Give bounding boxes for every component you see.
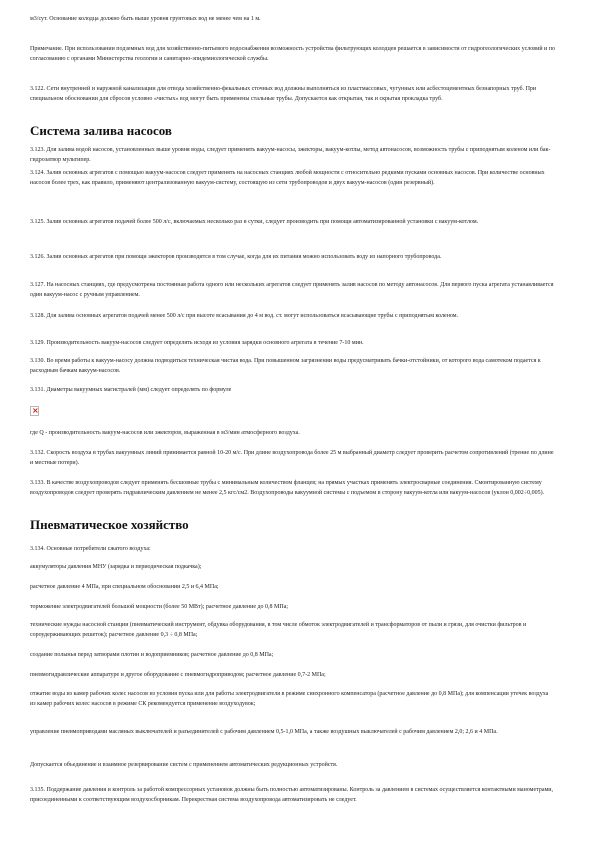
paragraph-3-122: 3.122. Сети внутренней и наружной канализации для отвода хозяйственно-фекальных сточных вод должны выполняться из пластмассовых, чугунных или асбестоцементных безнапорных труб. При специальном обосновании для сбросов условно «чистых» вод могут быть применены стальные трубы. Допускается как открытая, так и скрытая прокладка труб. <box>30 86 537 102</box>
list-item-mnu: аккумуляторы давления МНУ (зарядка и периодическая подкачка); <box>30 564 202 570</box>
paragraph-note: Примечание. При использовании подземных вод для хозяйственно-питьевого водоснабжения возможность устройства фильтрующих колодцев решается в зависимости от гидрогеологических условий и по согласованию с органами Министерства геологии и санитарно-эпидемиологической службы. <box>30 46 555 62</box>
heading-pneumatic: Пневматическое хозяйство <box>30 517 189 532</box>
paragraph-3-133: 3.133. В качестве воздухопроводов следует применять бесшовные трубы с минимальным количеством фланцев; на прямых участках применять электросварные соединения. Смонтированную систему воздухопроводов следует проверять гидравлическим давлением не менее 2,5 кгс/см2. Воздухопроводы вакуумной системы с подъемом в сторону вакуум-котла или вакуум-насосов (уклон 0,002÷0,005). <box>30 480 545 496</box>
list-item-braking: торможение электродвигателей большой мощности (более 50 МВт); расчетное давление до 0,8 МПа; <box>30 604 289 610</box>
paragraph-3-123: 3.123. Для залива водой насосов, установленных выше уровня воды, следует применять вакуум-насосы, эжекторы, вакуум-котлы, метод автонасосов, возможность трубы с приподнятым коленом или бак-гидрозатвор мультипер. <box>30 147 551 163</box>
list-item-water-displacement: отжатие воды из камер рабочих колес насосов из условия пуска или для работы электродвигателя в режиме синхронного компенсатора (расчетное давление до 0,8 МПа); для компенсации утечек воздуха из камер рабочих колес насосов в режиме СК рекомендуется применение воздуходувок; <box>30 691 549 707</box>
list-item-pneumohydraulic: пневмогидравлические аппаратуре и другое оборудование с пневмогидроприводом; расчетное давление 0,7-2 МПа; <box>30 672 326 678</box>
paragraph-3-131: 3.131. Диаметры вакуумных магистралей (мм) следует определять по формуле <box>30 387 232 393</box>
broken-image-icon: × <box>32 406 39 415</box>
paragraph-intro-continuation: м3/сут. Основание колодца должно быть выше уровня грунтовых вод не менее чем на 1 м. <box>30 16 261 22</box>
list-item-switch-control: управление пневмоприводами масляных выключателей и разъединителей с рабочим давлением 0,5-1,0 МПа, а также воздушных выключателей с рабочим давлением 2,0; 2,6 и 4 МПа. <box>30 729 498 735</box>
list-item-ice-holes: создание полынья перед затворами плотин и водоприемников; расчетное давление до 0,8 МПа; <box>30 652 274 658</box>
paragraph-3-128: 3.128. Для залива основных агрегатов подачей менее 500 л/с при высоте всасывания до 4 м вод. ст. могут использоваться всасывающие трубы с приподнятым коленом. <box>30 313 459 319</box>
paragraph-3-127: 3.127. На насосных станциях, где предусмотрена постоянная работа одного или нескольких агрегатов следует применять залив насосов по методу автонасосов. Для первого пуска агрегата устанавливается один вакуум-насос с ручным управлением. <box>30 282 554 298</box>
heading-pump-filling: Система залива насосов <box>30 123 172 138</box>
paragraph-3-134: 3.134. Основные потребители сжатого воздуха: <box>30 546 151 552</box>
paragraph-3-124: 3.124. Залив основных агрегатов с помощью вакуум-насосов следует применять на насосных станциях любой мощности с относительно редкими пусками основных насосов. При количестве основных насосов более трех, как правило, применяют централизованную вакуум-систему, состоящую из сети трубопроводов и двух вакуум-насосов (один резервный). <box>30 170 545 186</box>
list-item-pressure-4mpa: расчетное давление 4 МПа, при специальном обосновании 2,5 и 6,4 МПа; <box>30 584 219 590</box>
paragraph-3-135: 3.135. Поддержание давления и контроль за работой компрессорных установок должны быть полностью автоматизированы. Контроль за давлением в системах осуществляется контактными манометрами, присоединенными к соответствующим воздухосборникам. Перекрестная система воздухопровода автоматизировать не следует. <box>30 787 554 803</box>
paragraph-3-125: 3.125. Залив основных агрегатов подачей более 500 л/с, включаемых несколько раз в сутки, следует производить при помощи автоматизированной установки с вакуум-котлом. <box>30 219 479 225</box>
paragraph-redundancy: Допускается объединение и взаимное резервирование систем с применением автоматических редукционных устройств. <box>30 762 338 768</box>
paragraph-3-132: 3.132. Скорость воздуха в трубах вакуумных линий принимается равной 10-20 м/с. При длине воздухопровода более 25 м выбранный диаметр следует проверить расчетом сопротивлений (трение по длине и местные потери). <box>30 450 554 466</box>
paragraph-formula-explanation: где Q - производительность вакуум-насосов или эжекторов, выраженная в м3/мин атмосферного воздуха. <box>30 430 300 436</box>
paragraph-3-126: 3.126. Залив основных агрегатов при помощи эжекторов производится в том случае, когда для их питания можно использовать воду из напорного трубопровода. <box>30 254 442 260</box>
paragraph-3-130: 3.130. Во время работы к вакуум-насосу должна подводиться техническая чистая вода. При повышенном загрязнении воды предусматривать бачки-отстойники, от которого вода самотеком подается к расходным бачкам вакуум-насосов. <box>30 358 541 374</box>
paragraph-3-129: 3.129. Производительность вакуум-насосов следует определять исходя из условия зарядки основного агрегата в течение 7-10 мин. <box>30 340 364 346</box>
list-item-technical-needs: технические нужды насосной станции (пневматический инструмент, обдувка оборудования, в том числе обмоток электродвигателей и трансформаторов от пыли и грязи, для очистки фильтров и сороудерживающих решеток); расчетное давление 0,3 ÷ 0,8 МПа; <box>30 622 527 638</box>
